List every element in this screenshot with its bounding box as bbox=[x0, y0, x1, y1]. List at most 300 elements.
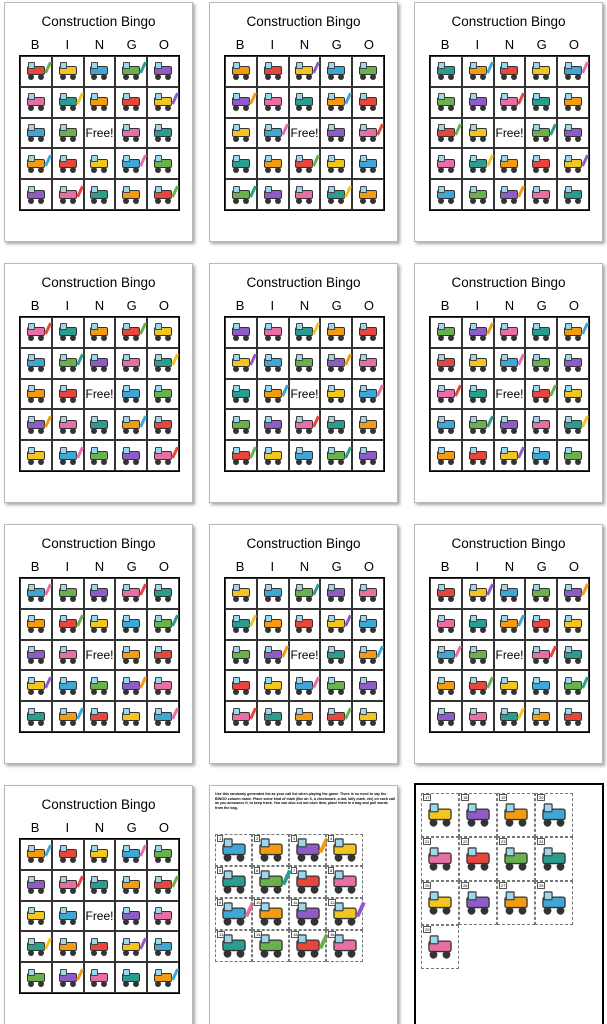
bingo-letter: N bbox=[94, 298, 105, 313]
vehicle-icon bbox=[293, 415, 315, 435]
vehicle-icon bbox=[152, 844, 174, 864]
call-list-page[interactable] bbox=[209, 785, 398, 1024]
vehicle-icon bbox=[293, 933, 322, 959]
free-space-label: Free! bbox=[290, 386, 319, 401]
bingo-letter: O bbox=[363, 37, 374, 52]
bingo-cell bbox=[52, 56, 84, 87]
bingo-cell bbox=[84, 317, 116, 348]
vehicle-icon bbox=[262, 645, 284, 665]
bingo-cell bbox=[115, 179, 147, 210]
bingo-cell bbox=[289, 148, 321, 179]
vehicle-icon bbox=[464, 846, 493, 872]
bingo-cell bbox=[257, 317, 289, 348]
bingo-cell bbox=[320, 118, 352, 149]
vehicle-icon bbox=[357, 92, 379, 112]
bingo-cell bbox=[462, 179, 494, 210]
call-number: 29 bbox=[425, 927, 430, 932]
bingo-letter: B bbox=[440, 298, 450, 313]
bingo-cell bbox=[52, 317, 84, 348]
bingo-cell bbox=[494, 348, 526, 379]
bingo-cell bbox=[289, 701, 321, 732]
vehicle-icon bbox=[152, 123, 174, 143]
vehicle-icon bbox=[262, 415, 284, 435]
vehicle-icon bbox=[325, 185, 347, 205]
bingo-cell bbox=[494, 118, 526, 149]
vehicle-icon bbox=[120, 906, 142, 926]
bingo-header bbox=[19, 37, 180, 53]
bingo-cell bbox=[147, 409, 179, 440]
call-list-item bbox=[535, 793, 573, 837]
vehicle-icon bbox=[293, 322, 315, 342]
vehicle-icon bbox=[325, 676, 347, 696]
bingo-cell bbox=[289, 118, 321, 149]
vehicle-icon bbox=[152, 353, 174, 373]
vehicle-icon bbox=[88, 154, 110, 174]
vehicle-icon bbox=[357, 415, 379, 435]
bingo-cell bbox=[84, 578, 116, 609]
bingo-letter: O bbox=[158, 559, 169, 574]
bingo-cell bbox=[525, 578, 557, 609]
vehicle-icon bbox=[293, 583, 315, 603]
bingo-cell bbox=[20, 56, 52, 87]
bingo-card-page[interactable] bbox=[414, 524, 603, 764]
vehicle-icon bbox=[120, 322, 142, 342]
vehicle-icon bbox=[120, 384, 142, 404]
vehicle-icon bbox=[256, 837, 285, 863]
vehicle-icon bbox=[262, 446, 284, 466]
vehicle-icon bbox=[530, 415, 552, 435]
vehicle-icon bbox=[25, 645, 47, 665]
bingo-cell bbox=[84, 348, 116, 379]
call-number: 20 bbox=[539, 795, 544, 800]
bingo-cell bbox=[115, 670, 147, 701]
vehicle-icon bbox=[25, 61, 47, 81]
bingo-cell bbox=[20, 348, 52, 379]
bingo-cell bbox=[20, 578, 52, 609]
bingo-cell bbox=[147, 56, 179, 87]
bingo-cell bbox=[257, 348, 289, 379]
vehicle-icon bbox=[88, 322, 110, 342]
bingo-header bbox=[19, 559, 180, 575]
vehicle-icon bbox=[152, 937, 174, 957]
bingo-cell bbox=[494, 670, 526, 701]
bingo-cell bbox=[320, 578, 352, 609]
vehicle-icon bbox=[325, 154, 347, 174]
vehicle-icon bbox=[530, 154, 552, 174]
vehicle-icon bbox=[57, 937, 79, 957]
call-list-item bbox=[326, 866, 363, 898]
vehicle-icon bbox=[530, 185, 552, 205]
vehicle-icon bbox=[293, 154, 315, 174]
vehicle-icon bbox=[262, 322, 284, 342]
bingo-cell bbox=[289, 609, 321, 640]
bingo-letter: O bbox=[158, 37, 169, 52]
bingo-cell bbox=[84, 409, 116, 440]
vehicle-icon bbox=[325, 415, 347, 435]
call-number: 15 bbox=[293, 932, 298, 937]
vehicle-icon bbox=[293, 707, 315, 727]
bingo-cell bbox=[52, 118, 84, 149]
bingo-cell bbox=[525, 670, 557, 701]
vehicle-icon bbox=[540, 890, 569, 916]
bingo-cell bbox=[20, 701, 52, 732]
vehicle-icon bbox=[262, 384, 284, 404]
vehicle-icon bbox=[530, 583, 552, 603]
bingo-cell bbox=[462, 148, 494, 179]
bingo-cell bbox=[320, 640, 352, 671]
vehicle-icon bbox=[325, 353, 347, 373]
vehicle-icon bbox=[498, 154, 520, 174]
bingo-card-page[interactable] bbox=[209, 2, 398, 242]
bingo-letter: O bbox=[568, 37, 579, 52]
bingo-letter: I bbox=[270, 559, 275, 574]
card-title: Construction Bingo bbox=[451, 275, 566, 290]
bingo-header bbox=[429, 298, 590, 314]
bingo-cell bbox=[557, 56, 589, 87]
vehicle-icon bbox=[88, 968, 110, 988]
bingo-cell bbox=[115, 640, 147, 671]
bingo-cell bbox=[430, 87, 462, 118]
bingo-cell bbox=[20, 901, 52, 932]
vehicle-icon bbox=[262, 707, 284, 727]
bingo-card-page[interactable] bbox=[4, 524, 193, 764]
bingo-cell bbox=[225, 578, 257, 609]
vehicle-icon bbox=[467, 92, 489, 112]
bingo-cell bbox=[20, 870, 52, 901]
bingo-cell bbox=[52, 670, 84, 701]
vehicle-icon bbox=[293, 901, 322, 927]
bingo-cell bbox=[525, 118, 557, 149]
call-number: 26 bbox=[463, 883, 468, 888]
bingo-cell bbox=[525, 379, 557, 410]
free-space-label: Free! bbox=[85, 647, 114, 662]
call-number: 28 bbox=[539, 883, 544, 888]
bingo-cell bbox=[494, 640, 526, 671]
bingo-cell bbox=[225, 609, 257, 640]
vehicle-icon bbox=[530, 645, 552, 665]
card-title: Construction Bingo bbox=[41, 14, 156, 29]
vehicle-icon bbox=[330, 933, 359, 959]
vehicle-icon bbox=[498, 353, 520, 373]
free-space-label: Free! bbox=[495, 647, 524, 662]
vehicle-icon bbox=[120, 968, 142, 988]
bingo-cell bbox=[147, 609, 179, 640]
bingo-cell bbox=[225, 118, 257, 149]
call-number: 27 bbox=[501, 883, 506, 888]
bingo-cell bbox=[557, 409, 589, 440]
bingo-cell bbox=[147, 317, 179, 348]
vehicle-icon bbox=[435, 92, 457, 112]
call-list-item bbox=[215, 898, 252, 930]
bingo-letter: I bbox=[475, 559, 480, 574]
vehicle-icon bbox=[57, 92, 79, 112]
vehicle-icon bbox=[57, 844, 79, 864]
bingo-cell bbox=[525, 317, 557, 348]
vehicle-icon bbox=[57, 185, 79, 205]
bingo-letter: I bbox=[65, 820, 70, 835]
bingo-cell bbox=[257, 379, 289, 410]
bingo-cell bbox=[352, 578, 384, 609]
bingo-cell bbox=[525, 640, 557, 671]
vehicle-icon bbox=[57, 583, 79, 603]
vehicle-icon bbox=[530, 322, 552, 342]
bingo-letter: O bbox=[568, 298, 579, 313]
bingo-card-page[interactable] bbox=[209, 263, 398, 503]
vehicle-icon bbox=[498, 322, 520, 342]
call-number: 8 bbox=[330, 868, 333, 873]
vehicle-icon bbox=[25, 154, 47, 174]
bingo-cell bbox=[525, 87, 557, 118]
vehicle-icon bbox=[357, 645, 379, 665]
bingo-cell bbox=[20, 118, 52, 149]
vehicle-icon bbox=[120, 415, 142, 435]
vehicle-icon bbox=[120, 614, 142, 634]
bingo-cell bbox=[20, 440, 52, 471]
bingo-cell bbox=[557, 440, 589, 471]
vehicle-icon bbox=[357, 61, 379, 81]
call-list-item bbox=[326, 898, 363, 930]
vehicle-icon bbox=[25, 875, 47, 895]
bingo-card-page[interactable] bbox=[4, 2, 193, 242]
vehicle-icon bbox=[88, 844, 110, 864]
vehicle-icon bbox=[57, 614, 79, 634]
vehicle-icon bbox=[230, 614, 252, 634]
vehicle-icon bbox=[262, 123, 284, 143]
bingo-cell bbox=[430, 670, 462, 701]
bingo-cell bbox=[430, 440, 462, 471]
call-list-item bbox=[252, 834, 289, 866]
vehicle-icon bbox=[230, 583, 252, 603]
bingo-cell bbox=[462, 440, 494, 471]
bingo-grid bbox=[19, 577, 180, 733]
bingo-cell bbox=[430, 379, 462, 410]
vehicle-icon bbox=[25, 614, 47, 634]
vehicle-icon bbox=[357, 154, 379, 174]
bingo-cell bbox=[352, 87, 384, 118]
bingo-cell bbox=[494, 701, 526, 732]
vehicle-icon bbox=[25, 446, 47, 466]
bingo-card-page[interactable] bbox=[209, 524, 398, 764]
bingo-cell bbox=[225, 56, 257, 87]
call-number: 9 bbox=[219, 900, 222, 905]
vehicle-icon bbox=[120, 583, 142, 603]
call-number: 23 bbox=[501, 839, 506, 844]
bingo-letter: O bbox=[363, 298, 374, 313]
bingo-cell bbox=[147, 901, 179, 932]
vehicle-icon bbox=[435, 583, 457, 603]
call-list-item bbox=[497, 837, 535, 881]
bingo-cell bbox=[147, 578, 179, 609]
vehicle-icon bbox=[57, 384, 79, 404]
vehicle-icon bbox=[57, 322, 79, 342]
bingo-cell bbox=[257, 148, 289, 179]
bingo-header bbox=[429, 37, 590, 53]
vehicle-icon bbox=[88, 353, 110, 373]
vehicle-icon bbox=[293, 446, 315, 466]
bingo-letter: I bbox=[475, 37, 480, 52]
vehicle-icon bbox=[152, 906, 174, 926]
vehicle-icon bbox=[357, 123, 379, 143]
vehicle-icon bbox=[357, 446, 379, 466]
vehicle-icon bbox=[435, 676, 457, 696]
vehicle-icon bbox=[562, 61, 584, 81]
vehicle-icon bbox=[152, 446, 174, 466]
vehicle-icon bbox=[467, 322, 489, 342]
vehicle-icon bbox=[230, 676, 252, 696]
bingo-grid bbox=[429, 577, 590, 733]
bingo-cell bbox=[352, 379, 384, 410]
bingo-letter: B bbox=[30, 559, 40, 574]
vehicle-icon bbox=[325, 583, 347, 603]
bingo-cell bbox=[320, 87, 352, 118]
vehicle-icon bbox=[230, 92, 252, 112]
bingo-header bbox=[19, 298, 180, 314]
bingo-letter: B bbox=[235, 37, 245, 52]
vehicle-icon bbox=[325, 92, 347, 112]
call-list-item bbox=[421, 881, 459, 925]
bingo-letter: O bbox=[363, 559, 374, 574]
bingo-card-page[interactable] bbox=[4, 785, 193, 1024]
vehicle-icon bbox=[435, 614, 457, 634]
bingo-cell bbox=[115, 409, 147, 440]
bingo-card-page[interactable] bbox=[414, 263, 603, 503]
bingo-cell bbox=[84, 148, 116, 179]
vehicle-icon bbox=[530, 384, 552, 404]
bingo-cell bbox=[52, 148, 84, 179]
bingo-cell bbox=[52, 640, 84, 671]
bingo-letter: N bbox=[299, 37, 310, 52]
vehicle-icon bbox=[230, 353, 252, 373]
vehicle-icon bbox=[230, 446, 252, 466]
bingo-cell bbox=[352, 440, 384, 471]
free-space-label: Free! bbox=[495, 386, 524, 401]
bingo-cell bbox=[225, 148, 257, 179]
bingo-cell bbox=[147, 379, 179, 410]
vehicle-icon bbox=[230, 185, 252, 205]
call-number: 22 bbox=[463, 839, 468, 844]
vehicle-icon bbox=[562, 645, 584, 665]
vehicle-icon bbox=[562, 415, 584, 435]
bingo-letter: N bbox=[94, 820, 105, 835]
vehicle-icon bbox=[57, 707, 79, 727]
bingo-cell bbox=[257, 179, 289, 210]
bingo-cell bbox=[52, 578, 84, 609]
bingo-grid bbox=[224, 316, 385, 472]
vehicle-icon bbox=[120, 123, 142, 143]
bingo-cell bbox=[557, 148, 589, 179]
bingo-cell bbox=[462, 348, 494, 379]
bingo-cell bbox=[462, 701, 494, 732]
bingo-letter: I bbox=[65, 37, 70, 52]
bingo-letter: I bbox=[65, 298, 70, 313]
bingo-cell bbox=[225, 348, 257, 379]
vehicle-icon bbox=[293, 614, 315, 634]
bingo-cell bbox=[84, 962, 116, 993]
vehicle-icon bbox=[467, 415, 489, 435]
vehicle-icon bbox=[293, 92, 315, 112]
bingo-cell bbox=[84, 56, 116, 87]
call-list-item bbox=[252, 866, 289, 898]
bingo-cell bbox=[525, 440, 557, 471]
bingo-cell bbox=[225, 701, 257, 732]
bingo-cell bbox=[257, 670, 289, 701]
vehicle-icon bbox=[293, 676, 315, 696]
vehicle-icon bbox=[25, 676, 47, 696]
bingo-cell bbox=[84, 839, 116, 870]
bingo-cell bbox=[52, 839, 84, 870]
vehicle-icon bbox=[502, 890, 531, 916]
bingo-grid bbox=[429, 316, 590, 472]
bingo-cell bbox=[115, 901, 147, 932]
vehicle-icon bbox=[502, 846, 531, 872]
bingo-letter: I bbox=[270, 298, 275, 313]
call-list-item bbox=[289, 930, 326, 962]
vehicle-icon bbox=[357, 583, 379, 603]
bingo-cell bbox=[289, 348, 321, 379]
bingo-cell bbox=[462, 379, 494, 410]
call-number: 12 bbox=[330, 900, 335, 905]
bingo-cell bbox=[352, 348, 384, 379]
bingo-letter: G bbox=[126, 37, 137, 52]
vehicle-icon bbox=[57, 154, 79, 174]
vehicle-icon bbox=[219, 837, 248, 863]
bingo-letter: O bbox=[158, 820, 169, 835]
vehicle-icon bbox=[435, 123, 457, 143]
bingo-cell bbox=[557, 670, 589, 701]
bingo-cell bbox=[320, 56, 352, 87]
call-list-item bbox=[421, 925, 459, 969]
vehicle-icon bbox=[25, 92, 47, 112]
bingo-cell bbox=[84, 901, 116, 932]
bingo-cell bbox=[52, 440, 84, 471]
bingo-card-page[interactable] bbox=[4, 263, 193, 503]
vehicle-icon bbox=[230, 154, 252, 174]
call-number: 13 bbox=[219, 932, 224, 937]
vehicle-icon bbox=[357, 676, 379, 696]
vehicle-icon bbox=[530, 614, 552, 634]
bingo-cell bbox=[20, 640, 52, 671]
bingo-cell bbox=[115, 931, 147, 962]
card-title: Construction Bingo bbox=[451, 14, 566, 29]
bingo-cell bbox=[462, 87, 494, 118]
vehicle-icon bbox=[325, 61, 347, 81]
bingo-cell bbox=[430, 578, 462, 609]
bingo-cell bbox=[462, 409, 494, 440]
card-title: Construction Bingo bbox=[41, 275, 156, 290]
bingo-cell bbox=[257, 640, 289, 671]
bingo-cell bbox=[525, 148, 557, 179]
vehicle-icon bbox=[120, 353, 142, 373]
vehicle-icon bbox=[530, 446, 552, 466]
bingo-cell bbox=[147, 640, 179, 671]
vehicle-icon bbox=[88, 583, 110, 603]
bingo-header bbox=[429, 559, 590, 575]
bingo-letter: N bbox=[504, 298, 515, 313]
bingo-cell bbox=[289, 440, 321, 471]
vehicle-icon bbox=[152, 154, 174, 174]
vehicle-icon bbox=[325, 707, 347, 727]
vehicle-icon bbox=[262, 583, 284, 603]
call-list-page-selected[interactable] bbox=[414, 783, 604, 1024]
bingo-cell bbox=[147, 701, 179, 732]
vehicle-icon bbox=[120, 92, 142, 112]
vehicle-icon bbox=[467, 614, 489, 634]
bingo-letter: I bbox=[65, 559, 70, 574]
bingo-card-page[interactable] bbox=[414, 2, 603, 242]
bingo-cell bbox=[352, 670, 384, 701]
vehicle-icon bbox=[57, 906, 79, 926]
bingo-cell bbox=[147, 931, 179, 962]
